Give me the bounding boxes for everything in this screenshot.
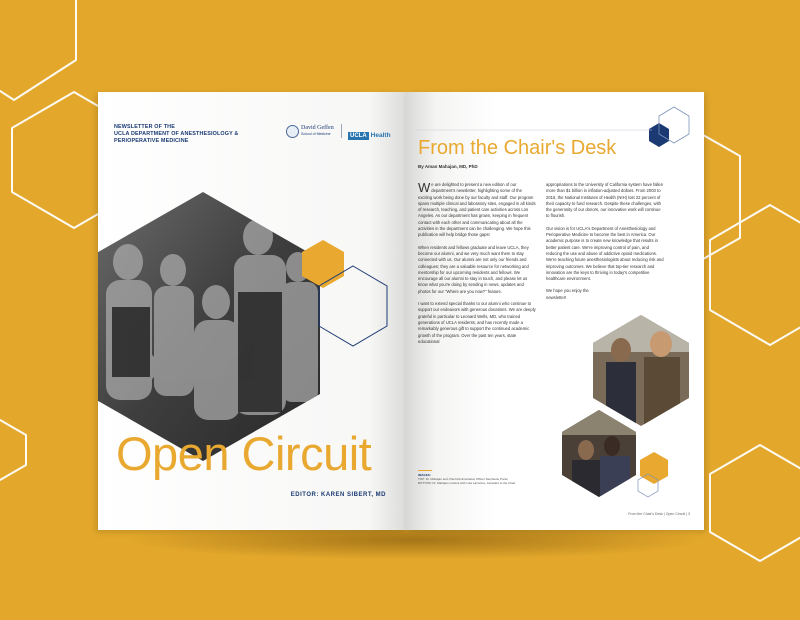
page-footer: From the Chair's Desk | Open Circuit | 3 — [628, 512, 690, 516]
dropcap: W — [418, 180, 431, 195]
paragraph: I want to extend special thanks to our alumni who continue to support our endeavors with generous donations. We are deeply grateful in particular to Leonard Wells, MD, who trained generations of UCLA residents, and has recently made a remarkably generous gift to support the continued academic growth of the program. Over the past ten years, state educational — [418, 301, 536, 344]
geffen-name: David Geffen — [301, 125, 334, 131]
paragraph: We hope you enjoy the newsletter! — [546, 288, 589, 300]
ucla-health-logo — [348, 127, 391, 139]
article-title: From the Chair's Desk — [418, 137, 617, 159]
geffen-logo — [286, 125, 344, 139]
article-column-2 — [546, 182, 664, 307]
caption-line: TOP: Dr. Mahajan and Chief Administrative Officer Stephanie Porter — [418, 477, 509, 481]
paragraph: Our vision is for UCLA's Department of Anesthesiology and Perioperative Medicine to become the best in America. Our academic purpose is to create new knowledge that results in better patient care. We're improving control of pain, and reducing the use and abuse of addictive opioid medications. We're teaching future anesthesiologists about reducing risk and improving outcomes. We believe that top-tier research and innovation are the keys to thriving in today's competitive healthcare environment. — [546, 225, 664, 282]
masthead-line2: UCLA DEPARTMENT OF ANESTHESIOLOGY & PERIOPERATIVE MEDICINE — [114, 130, 239, 144]
caption-line: BOTTOM: Dr. Mahajan confers with Lola Larriviere, Assistant to the Chair — [418, 481, 516, 485]
geffen-sub: School of Medicine — [301, 132, 331, 136]
article-page — [406, 92, 704, 530]
article-column-1 — [418, 182, 536, 351]
seal-icon — [286, 125, 299, 138]
masthead-line1: NEWSLETTER OF THE — [114, 124, 175, 130]
image-captions — [418, 473, 528, 485]
editor-credit: EDITOR: KAREN SIBERT, MD — [290, 492, 386, 498]
paragraph: We are delighted to present a new edition of our department's newsletter, highlighting some of the exciting work being done by our faculty and staff. Our program spans multiple clinical and laboratory sites, engaged in all kinds of research, teaching, and patient care activities across Los Angeles. As our department has grown, keeping in frequent contact with each other and communicating about all the activities in the department can be challenging. We hope this publication will help bridge those gaps! — [418, 180, 536, 238]
chair-photo — [591, 312, 691, 432]
office-photo — [556, 407, 646, 502]
masthead — [114, 124, 264, 144]
ucla-wordmark: UCLA — [350, 132, 367, 139]
logo-divider — [341, 124, 342, 138]
cover-page — [98, 92, 406, 530]
cover-title: Open Circuit — [116, 427, 372, 480]
paragraph: appropriations to the University of California system have fallen more than $1 billion in inflation-adjusted dollars. From 2003 to 2016, the National Institutes of Health (NIH) lost 22 percent of their capacity to fund research. Despite these challenges, with the generosity of our donors, our innovative work will continue to flourish. — [546, 182, 664, 219]
paragraph: When residents and fellows graduate and leave UCLA, they become our alumni, and we very much want them to stay connected with us. Our alumni are not only our friends and colleagues; they are a valuable resource for networking and mentorship for our upcoming residents and fellows. We encourage all our alumni to stay in touch, and please let us know what you're doing by sending in news, updates and photos for our "Where are you now?" feature. — [418, 244, 529, 294]
article-gold-hexagon — [640, 452, 668, 484]
article-byline: By Aman Mahajan, MD, PhD — [418, 164, 478, 169]
footnote-rule — [418, 470, 432, 471]
caption-heading: IMAGES: — [418, 473, 431, 477]
health-wordmark: Health — [370, 131, 391, 139]
